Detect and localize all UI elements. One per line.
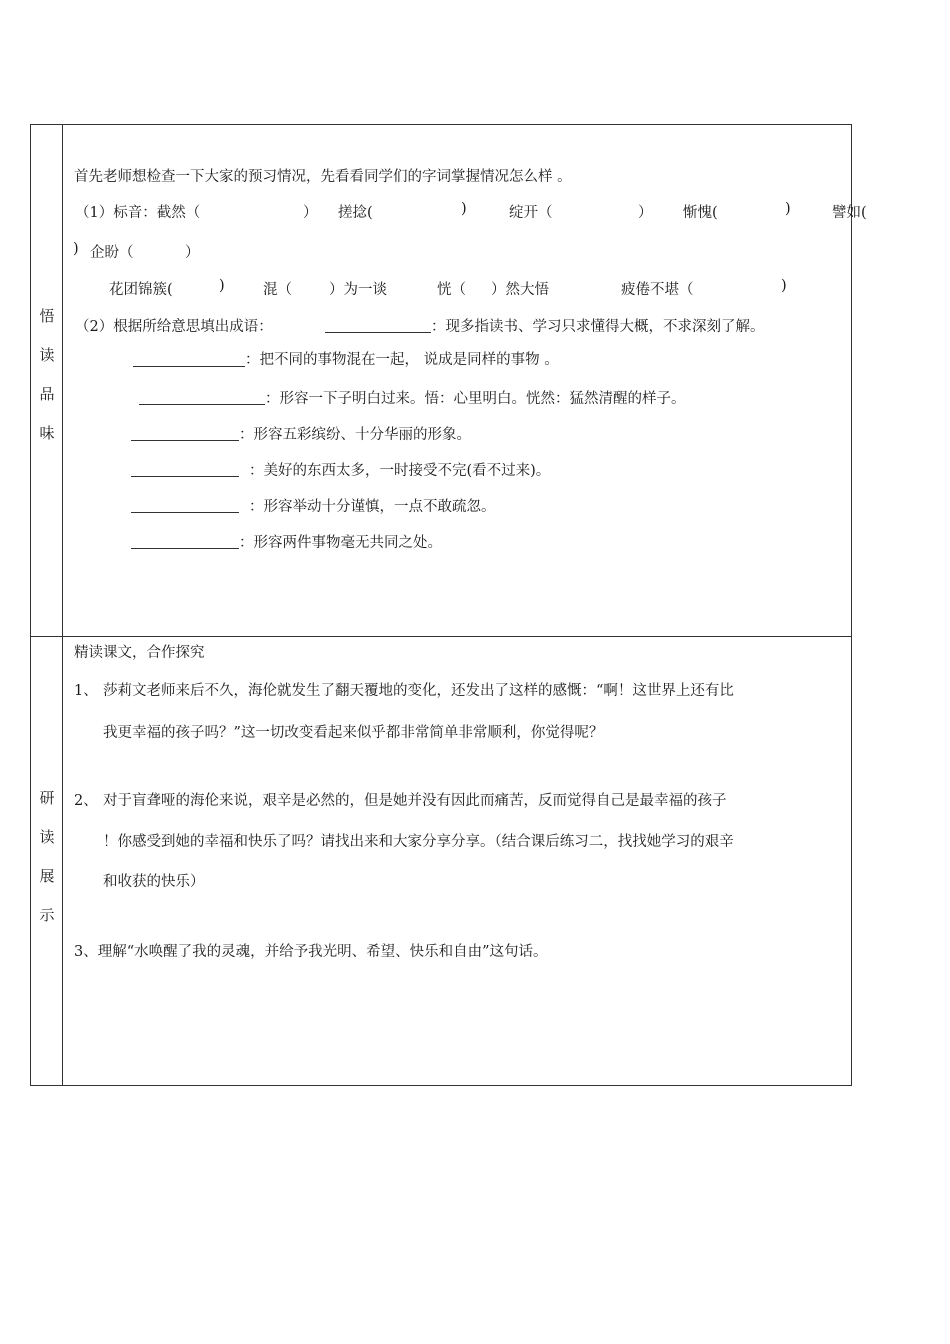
section-heading: 精读课文，合作探究 — [74, 645, 205, 661]
answer-blank[interactable] — [131, 548, 239, 549]
pinyin-paren: ) — [461, 201, 467, 217]
pinyin-item: 搓捻( — [338, 205, 373, 221]
pinyin-item: 恍（ — [437, 282, 466, 298]
question-text: 我更幸福的孩子吗？”这一切改变看起来似乎都非常简单非常顺利，你觉得呢？ — [103, 725, 604, 741]
pinyin-paren: ） — [303, 205, 318, 221]
answer-blank[interactable] — [139, 404, 265, 405]
answer-blank[interactable] — [131, 440, 239, 441]
question-text: 莎莉文老师来后不久，海伦就发生了翻天覆地的变化，还发出了这样的感慨：“啊！这世界上还有比 — [103, 683, 734, 699]
pinyin-item: ）为一谈 — [329, 282, 387, 298]
question-text: 对于盲聋哑的海伦来说，艰辛是必然的，但是她并没有因此而痛苦，反而觉得自己是最幸福的孩子 — [103, 793, 727, 809]
worksheet-table — [30, 124, 867, 1086]
pinyin-paren: ) — [73, 241, 79, 257]
answer-blank[interactable] — [131, 476, 239, 477]
pinyin-paren: ） — [185, 245, 200, 261]
answer-blank[interactable] — [133, 366, 245, 367]
section-reading-savor — [31, 125, 867, 637]
label-char: 读 — [39, 828, 55, 846]
definition-text: ：形容一下子明白过来。悟：心里明白。恍然：猛然清醒的样子。 — [265, 391, 686, 407]
pinyin-item: （1）标音：截然（ — [75, 205, 201, 221]
section-label — [31, 637, 63, 1085]
pinyin-item: 企盼（ — [90, 245, 134, 261]
pinyin-item: 混（ — [263, 282, 292, 298]
question-head: （2）根据所给意思填出成语： — [75, 319, 273, 335]
label-char: 品 — [39, 385, 55, 403]
pinyin-item: 花团锦簇( — [109, 282, 173, 298]
definition-text: ：美好的东西太多，一时接受不完(看不过来)。 — [249, 463, 551, 479]
section-label — [31, 125, 63, 636]
label-char: 味 — [39, 424, 55, 442]
definition-text: ：形容两件事物毫无共同之处。 — [239, 535, 442, 551]
question-text: ！你感受到她的幸福和快乐了吗？请找出来和大家分享分享。（结合课后练习二，找找她学习的艰辛 — [103, 834, 734, 850]
definition-text: ：把不同的事物混在一起， 说成是同样的事物 。 — [245, 352, 559, 368]
pinyin-item: 惭愧( — [683, 205, 718, 221]
section-content — [63, 125, 867, 636]
pinyin-paren: ） — [638, 205, 653, 221]
question-number: 1、 — [74, 683, 98, 699]
question-text: 和收获的快乐） — [103, 874, 205, 890]
pinyin-item: ）然大悟 — [491, 282, 549, 298]
definition-text: ：现多指读书、学习只求懂得大概，不求深刻了解。 — [431, 319, 765, 335]
pinyin-item: 譬如( — [832, 205, 867, 221]
answer-blank[interactable] — [131, 512, 239, 513]
section-content — [63, 637, 851, 1085]
section-study-present — [31, 637, 851, 1085]
label-char: 研 — [39, 789, 55, 807]
question-text: 3、理解“水唤醒了我的灵魂，并给予我光明、希望、快乐和自由”这句话。 — [74, 944, 548, 960]
pinyin-paren: ) — [219, 278, 225, 294]
pinyin-paren: ) — [781, 278, 787, 294]
intro-text: 首先老师想检查一下大家的预习情况，先看看同学们的字词掌握情况怎么样 。 — [74, 169, 572, 185]
pinyin-item: 绽开（ — [509, 205, 553, 221]
pinyin-paren: ) — [785, 201, 791, 217]
answer-blank[interactable] — [325, 332, 431, 333]
pinyin-item: 疲倦不堪（ — [621, 282, 694, 298]
label-char: 悟 — [39, 307, 55, 325]
label-char: 展 — [39, 867, 55, 885]
label-char: 示 — [39, 906, 55, 924]
label-char: 读 — [39, 346, 55, 364]
question-number: 2、 — [74, 793, 98, 809]
definition-text: ：形容举动十分谨慎，一点不敢疏忽。 — [249, 499, 496, 515]
definition-text: ：形容五彩缤纷、十分华丽的形象。 — [239, 427, 471, 443]
